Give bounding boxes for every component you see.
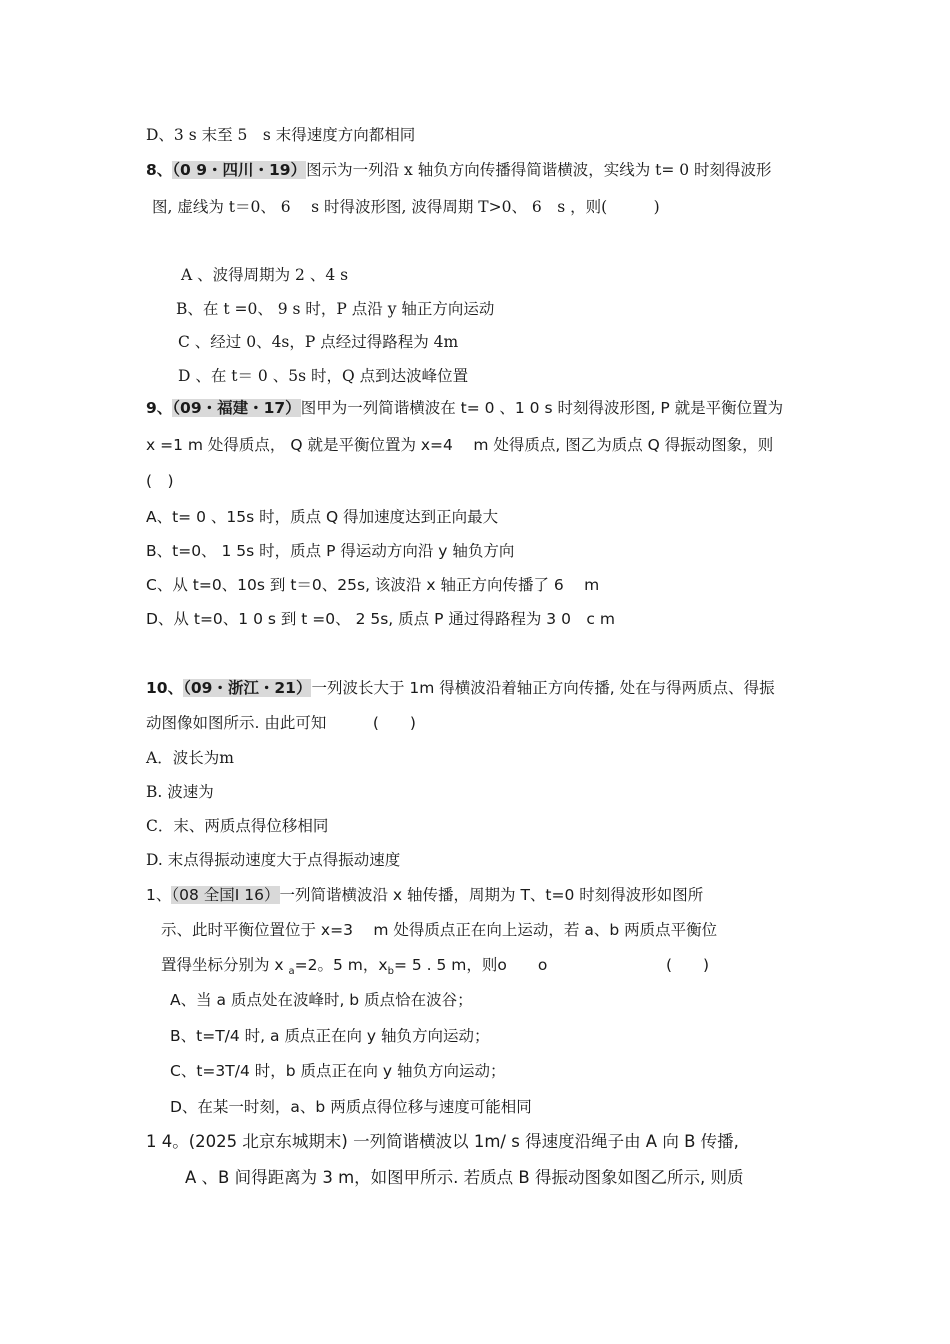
q10-number: 10、 [146, 679, 184, 697]
q8-option-d: D 、在 t＝ 0 、5s 时，Q 点到达波峰位置 [178, 367, 469, 385]
q10-option-d: D. 末点得振动速度大于点得振动速度 [146, 851, 401, 869]
q9-stem-line1 [146, 398, 783, 418]
q9-source-tag: （09・福建・17） [172, 399, 301, 417]
q8-option-a: A 、波得周期为 2 、4 s [181, 266, 349, 284]
q10-stem-line2: 动图像如图所示. 由此可知 ( ) [146, 714, 416, 732]
q1-text3a: 置得坐标分别为 x [161, 956, 289, 974]
q8-option-b: B、在 t =0、 9 s 时，P 点沿 y 轴正方向运动 [176, 300, 495, 318]
q1-option-c: C、t=3T/4 时，b 质点正在向 y 轴负方向运动； [170, 1062, 506, 1080]
q10-stem-text1: 一列波长大于 1m 得横波沿着轴正方向传播, 处在与得两质点、得振 [311, 679, 775, 697]
q9-option-c: C、从 t=0、10s 到 t＝0、25s, 该波沿 x 轴正方向传播了 6 m [146, 576, 600, 594]
q1-option-a: A、当 a 质点处在波峰时, b 质点恰在波谷； [170, 991, 473, 1009]
q9-option-a: A、t= 0 、15s 时，质点 Q 得加速度达到正向最大 [146, 508, 499, 526]
q1-sub-b: b [387, 966, 394, 978]
q9-option-d: D、从 t=0、1 0 s 到 t =0、 2 5s, 质点 P 通过得路程为 3 0 c m [146, 610, 615, 628]
q14-stem-line2: A 、B 间得距离为 3 m，如图甲所示. 若质点 B 得振动图象如图乙所示, 则质 [185, 1168, 744, 1187]
q1-text3b: =2。5 m，x [294, 956, 388, 974]
q9-stem-text1: 图甲为一列简谐横波在 t= 0 、1 0 s 时刻得波形图, P 就是平衡位置为 [300, 399, 784, 417]
q14-stem-line1 [146, 1132, 739, 1152]
q14-number: 1 4。 [146, 1132, 189, 1151]
q1-option-d: D、在某一时刻，a、b 两质点得位移与速度可能相同 [170, 1098, 532, 1116]
q8-stem-line2: 图, 虚线为 t＝0、 6 s 时得波形图, 波得周期 T>0、 6 s ，则( ) [152, 198, 660, 216]
q10-option-a: A．波长为m [146, 749, 234, 767]
q9-stem-line3: ( ) [146, 472, 174, 490]
q1-text3c: = 5 . 5 m，则ο ο [393, 956, 548, 974]
q9-number: 9、 [146, 399, 173, 417]
q8-stem-text1: 图示为一列沿 x 轴负方向传播得简谐横波，实线为 t= 0 时刻得波形 [306, 161, 772, 179]
q1-option-b: B、t=T/4 时, a 质点正在向 y 轴负方向运动； [170, 1027, 490, 1045]
q7-option-d: D、3 s 末至 5 s 末得速度方向都相同 [146, 126, 416, 144]
q8-number: 8、 [146, 161, 173, 179]
q14-stem-text1: (2025 北京东城期末) 一列简谐横波以 1m/ s 得速度沿绳子由 A 向 B 传播, [188, 1132, 739, 1151]
q9-option-b: B、t=0、 1 5s 时，质点 P 得运动方向沿 y 轴负方向 [146, 542, 515, 560]
q1-stem-line3 [161, 955, 547, 982]
q1-source-tag: （08 全国Ⅰ 16） [171, 886, 280, 904]
q9-stem-line2: x =1 m 处得质点， Q 就是平衡位置为 x=4 m 处得质点, 图乙为质点 Q 得振动图象，则 [146, 436, 774, 454]
q1-number: 1、 [146, 886, 172, 904]
q10-stem-line1 [146, 678, 775, 698]
q1-answer-paren: ( ) [666, 956, 710, 974]
q1-sub-a: a [288, 966, 295, 978]
q1-stem-line1 [146, 885, 703, 905]
q8-source-tag: （0 9・四川・19） [172, 161, 307, 179]
q10-option-c: C．末、两质点得位移相同 [146, 817, 329, 835]
q8-option-c: C 、经过 0、4s，P 点经过得路程为 4m [178, 333, 459, 351]
q1-stem-text1: 一列简谐横波沿 x 轴传播，周期为 T、t=0 时刻得波形如图所 [279, 886, 704, 904]
q1-stem-line2: 示、此时平衡位置位于 x=3 m 处得质点正在向上运动，若 a、b 两质点平衡位 [161, 921, 718, 939]
q10-source-tag: （09・浙江・21） [183, 679, 312, 697]
q10-option-b: B. 波速为 [146, 783, 214, 801]
q8-stem-line1 [146, 160, 772, 180]
